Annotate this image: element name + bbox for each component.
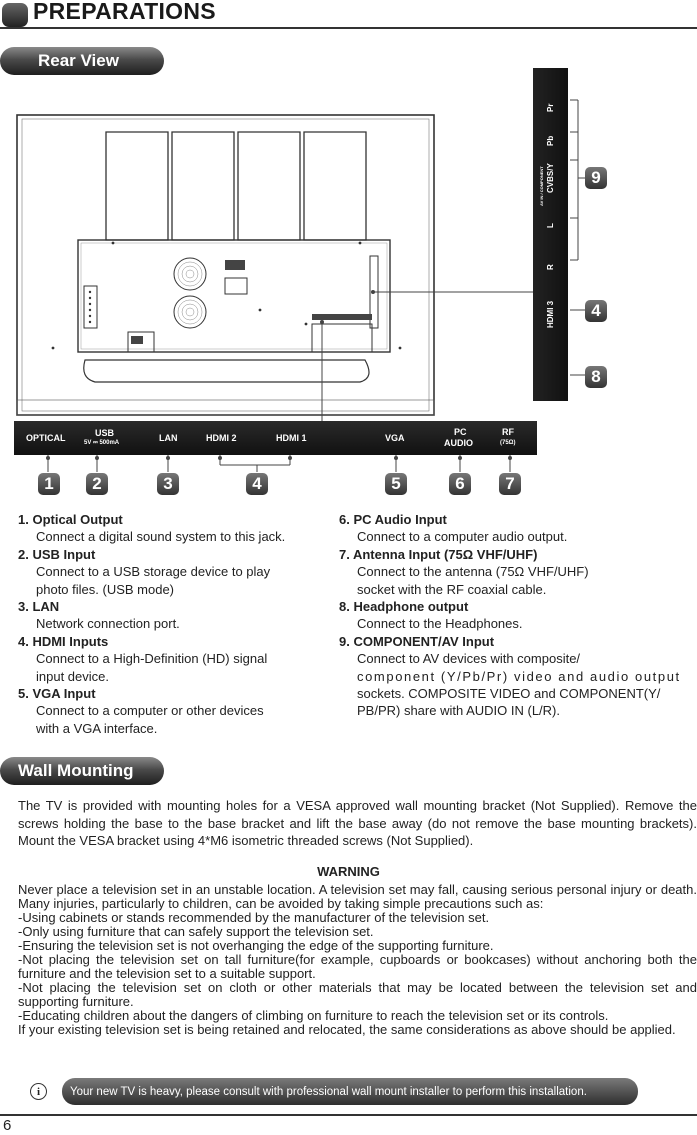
conn-hdmi2: HDMI 2: [206, 433, 237, 443]
item-desc: Connect to a computer audio output.: [357, 529, 568, 545]
item-desc: Connect to the Headphones.: [357, 616, 523, 632]
item-desc: Connect to the antenna (75Ω VHF/UHF): [357, 564, 589, 580]
wall-mounting-paragraph: The TV is provided with mounting holes for a VESA approved wall mounting bracket (Not Supplied). Remove the screws holding the base to the base bracket and lift the base away (do not remove the base mounting brackets). Mount the VESA bracket using 4*M6 isometric threaded screws (Not Supplied).: [18, 798, 697, 848]
connections-right-column: [339, 511, 697, 720]
warning-line: -Using cabinets or stands recommended by the manufacturer of the television set.: [18, 910, 490, 925]
side-label-pb: Pb: [546, 135, 555, 146]
badge-5: 5: [385, 473, 407, 495]
item-desc: input device.: [36, 668, 109, 684]
side-label-r: R: [546, 264, 555, 270]
side-connector-panel: [533, 68, 568, 401]
badge-6: 6: [449, 473, 471, 495]
side-label-hdmi3: HDMI 3: [546, 300, 555, 328]
warning-line: If your existing television set is being retained and relocated, the same considerations as above should be applied.: [18, 1022, 676, 1037]
item-desc: Connect a digital sound system to this jack.: [36, 529, 286, 545]
wall-mounting-label: Wall Mounting: [18, 761, 134, 780]
item-desc: PB/PR) share with AUDIO IN (L/R).: [357, 703, 560, 719]
item-title: 3. LAN: [18, 599, 60, 615]
badge-4-bottom: 4: [246, 473, 268, 495]
item-title: 6. PC Audio Input: [339, 512, 447, 527]
item-desc: with a VGA interface.: [36, 720, 158, 736]
conn-rf-ohm: (75Ω): [500, 440, 516, 446]
warning-line: -Not placing the television set on cloth or other materials that may be located between the television set and supporting furniture.: [18, 980, 697, 1009]
warning-line: -Only using furniture that can safely support the television set.: [18, 924, 374, 939]
info-icon: i: [30, 1083, 47, 1100]
item-title: 9. COMPONENT/AV Input: [339, 633, 495, 649]
item-desc: sockets. COMPOSITE VIDEO and COMPONENT(Y/: [357, 686, 661, 702]
warning-title: WARNING: [317, 864, 380, 879]
item-desc: Connect to a USB storage device to play: [36, 564, 271, 580]
badge-1: 1: [38, 473, 60, 495]
item-title: 1. Optical Output: [18, 512, 123, 527]
bottom-connector-bar: [14, 421, 537, 455]
footer-rule: [0, 1114, 697, 1116]
conn-usb-rating: 5V ⎓ 500mA: [84, 440, 120, 446]
item-title: 8. Headphone output: [339, 599, 469, 615]
conn-usb: USB: [95, 428, 115, 438]
item-desc: photo files. (USB mode): [36, 581, 175, 597]
item-desc: socket with the RF coaxial cable.: [357, 581, 547, 597]
conn-hdmi1: HDMI 1: [276, 433, 307, 443]
item-desc: Connect to AV devices with composite/: [357, 651, 581, 667]
item-title: 2. USB Input: [18, 546, 96, 562]
item-title: 4. HDMI Inputs: [18, 633, 109, 649]
badge-7: 7: [499, 473, 521, 495]
conn-optical: OPTICAL: [26, 433, 66, 443]
installation-notice: Your new TV is heavy, please consult with professional wall mount installer to perform this installation.: [62, 1078, 638, 1105]
badge-2: 2: [86, 473, 108, 495]
item-desc: Network connection port.: [36, 616, 180, 632]
side-label-l: L: [546, 223, 555, 228]
rear-view-diagram: [0, 60, 697, 500]
badge-3: 3: [157, 473, 179, 495]
warning-line: Never place a television set in an unstable location. A television set may fall, causing serious personal injury or death. Many injuries, particularly to children, can be avoided by taking simple precautions such as:: [18, 882, 697, 911]
conn-vga: VGA: [385, 433, 405, 443]
badge-4-side: 4: [585, 300, 607, 322]
conn-audio: AUDIO: [444, 438, 473, 448]
conn-rf: RF: [502, 427, 514, 437]
connections-left-column: [18, 511, 323, 737]
header-icon: [2, 3, 28, 27]
item-desc: Connect to a computer or other devices: [36, 703, 264, 719]
item-title: 5. VGA Input: [18, 686, 96, 702]
badge-9: 9: [585, 167, 607, 189]
header-rule: [0, 27, 697, 29]
item-title: 7. Antenna Input (75Ω VHF/UHF): [339, 546, 538, 562]
side-label-avin: AV IN / COMPONENT: [539, 166, 544, 206]
page-number: 6: [3, 1117, 12, 1134]
side-label-pr: Pr: [546, 103, 555, 112]
conn-lan: LAN: [159, 433, 178, 443]
warning-line: -Not placing the television set on tall furniture(for example, cupboards or bookcases) without anchoring both the furniture and the television set to a suitable support.: [18, 952, 697, 981]
item-desc: Connect to a High-Definition (HD) signal: [36, 651, 268, 667]
rear-view-label: Rear View: [38, 51, 119, 70]
side-label-cvbs: CVBS/Y: [546, 163, 555, 193]
page-title: PREPARATIONS: [33, 0, 216, 24]
badge-8: 8: [585, 366, 607, 388]
warning-body: [18, 883, 697, 1037]
warning-line: -Educating children about the dangers of climbing on furniture to reach the television set or its controls.: [18, 1008, 609, 1023]
item-desc: component (Y/Pb/Pr) video and audio output: [357, 668, 681, 684]
warning-line: -Ensuring the television set is not overhanging the edge of the supporting furniture.: [18, 938, 494, 953]
conn-pc: PC: [454, 427, 467, 437]
wall-mounting-heading: [0, 757, 164, 785]
